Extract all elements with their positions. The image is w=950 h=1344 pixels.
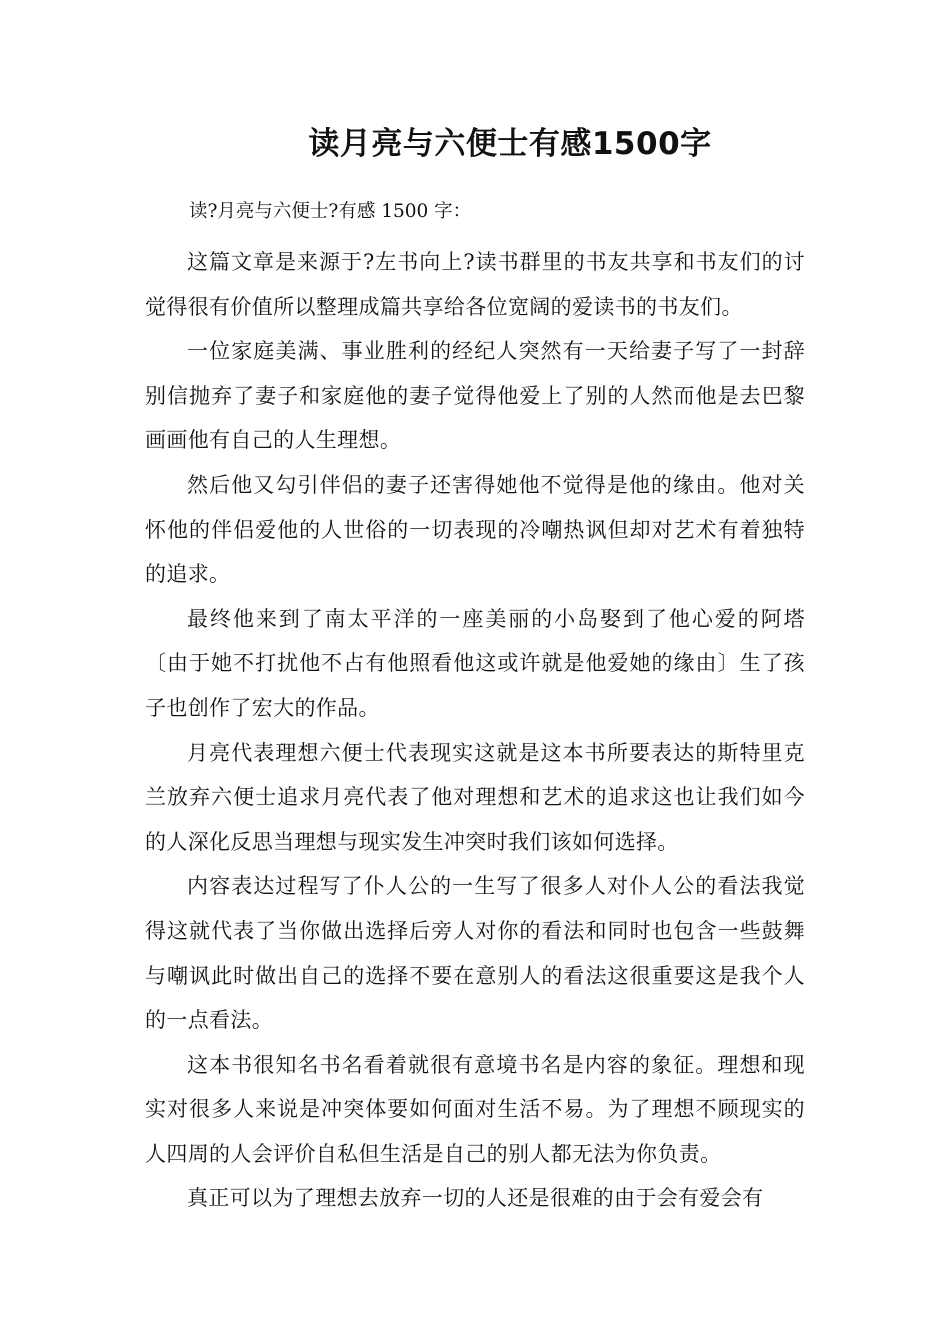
document-body bbox=[145, 240, 805, 1221]
paragraph: 然后他又勾引伴侣的妻子还害得她他不觉得是他的缘由。他对关怀他的伴侣爱他的人世俗的一切表现的冷嘲热讽但却对艺术有着独特的追求。 bbox=[145, 472, 805, 587]
document-subtitle: 读?月亮与六便士?有感 1500 字： bbox=[189, 201, 472, 222]
paragraph: 真正可以为了理想去放弃一切的人还是很难的由于会有爱会有 bbox=[187, 1186, 764, 1211]
paragraph: 这篇文章是来源于?左书向上?读书群里的书友共享和书友们的讨觉得很有价值所以整理成篇共享给各位宽阔的爱读书的书友们。 bbox=[145, 250, 805, 319]
document-title: 读月亮与六便士有感1500字 bbox=[308, 126, 712, 162]
paragraph: 内容表达过程写了仆人公的一生写了很多人对仆人公的看法我觉得这就代表了当你做出选择后旁人对你的看法和同时也包含一些鼓舞与嘲讽此时做出自己的选择不要在意别人的看法这很重要这是我个人的一点看法。 bbox=[145, 874, 805, 1033]
paragraph: 最终他来到了南太平洋的一座美丽的小岛娶到了他心爱的阿塔〔由于她不打扰他不占有他照看他这或许就是他爱她的缘由〕生了孩子也创作了宏大的作品。 bbox=[145, 606, 805, 720]
paragraph: 月亮代表理想六便士代表现实这就是这本书所要表达的斯特里克兰放弃六便士追求月亮代表了他对理想和艺术的追求这也让我们如今的人深化反思当理想与现实发生冲突时我们该如何选择。 bbox=[145, 740, 805, 854]
paragraph: 一位家庭美满、事业胜利的经纪人突然有一天给妻子写了一封辞别信抛弃了妻子和家庭他的妻子觉得他爱上了别的人然而他是去巴黎画画他有自己的人生理想。 bbox=[145, 339, 805, 453]
paragraph: 这本书很知名书名看着就很有意境书名是内容的象征。理想和现实对很多人来说是冲突体要如何面对生活不易。为了理想不顾现实的人四周的人会评价自私但生活是自己的别人都无法为你负责。 bbox=[145, 1052, 805, 1166]
